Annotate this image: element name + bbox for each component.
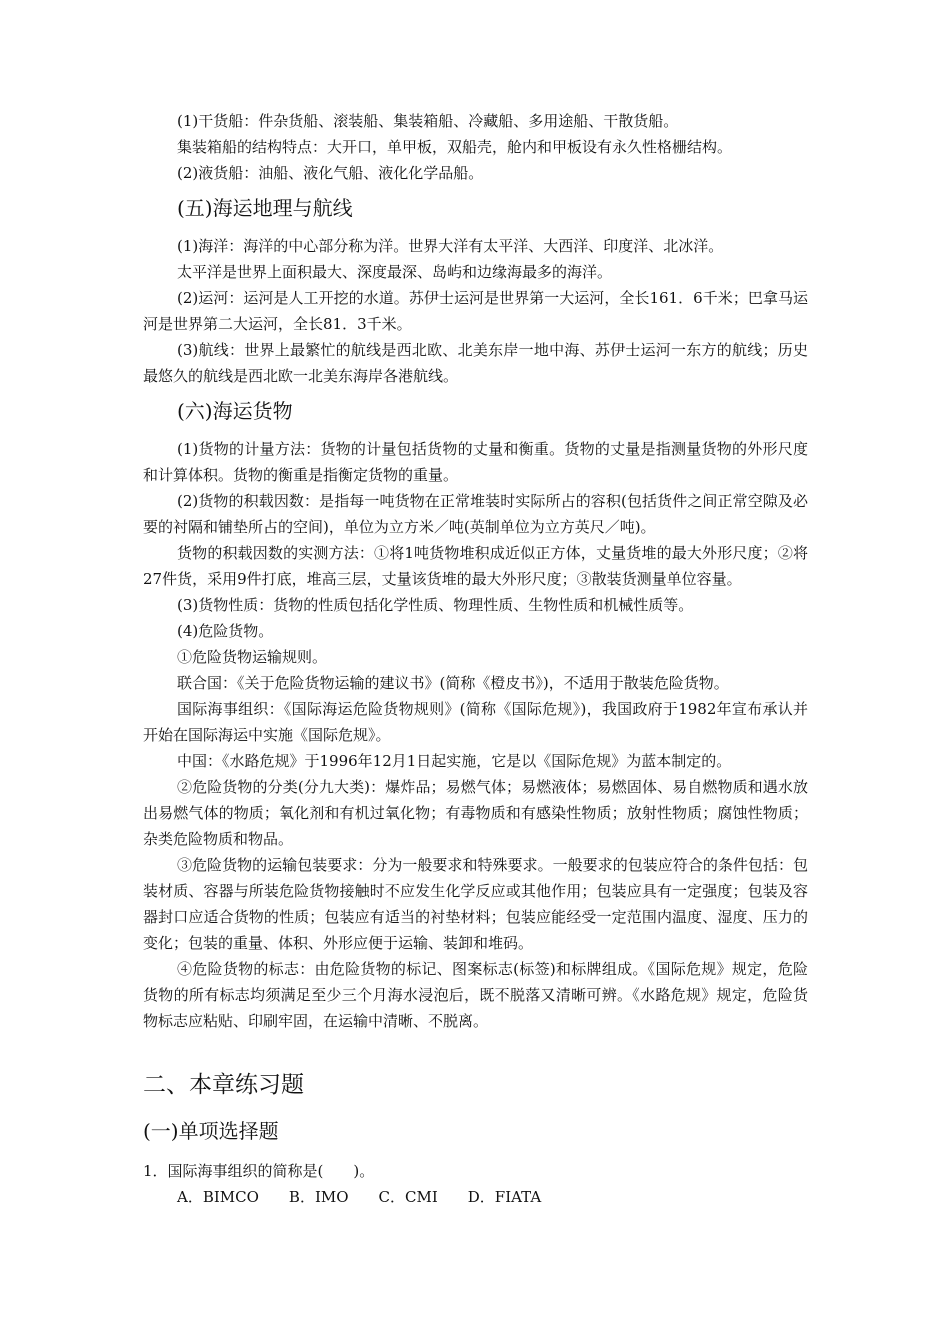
paragraph: 中国：《水路危规》于1996年12月1日起实施，它是以《国际危规》为蓝本制定的。 — [177, 752, 732, 770]
paragraph: (1)货物的计量方法：货物的计量包括货物的丈量和衡重。货物的丈量是指测量货物的外形尺度和计算体积。货物的衡重是指衡定货物的重量。 — [143, 440, 808, 484]
paragraph: ①危险货物运输规则。 — [177, 648, 328, 666]
document-page — [143, 108, 808, 1210]
question-options — [143, 1184, 808, 1210]
section-heading: (六)海运货物 — [177, 399, 293, 423]
paragraph: (1)海洋：海洋的中心部分称为洋。世界大洋有太平洋、大西洋、印度洋、北冰洋。 — [177, 237, 724, 255]
paragraph: 货物的积载因数的实测方法：①将1吨货物堆积成近似正方体，丈量货堆的最大外形尺度；②将27件货，采用9件打底，堆高三层，丈量该货堆的最大外形尺度；③散装货测量单位容量。 — [143, 544, 808, 588]
option-d: D．FIATA — [467, 1188, 542, 1206]
chapter-heading: 二、本章练习题 — [143, 1072, 304, 1098]
paragraph: 集装箱船的结构特点：大开口，单甲板，双船壳，舱内和甲板设有永久性格栅结构。 — [177, 138, 733, 156]
paragraph: (1)干货船：件杂货船、滚装船、集装箱船、冷藏船、多用途船、干散货船。 — [177, 112, 679, 130]
option-b: B．IMO — [288, 1188, 349, 1206]
paragraph: ③危险货物的运输包装要求：分为一般要求和特殊要求。一般要求的包装应符合的条件包括：包装材质、容器与所装危险货物接触时不应发生化学反应或其他作用；包装应具有一定强度；包装及容器封口应适合货物的性质；包装应有适当的衬垫材料；包装应能经受一定范围内温度、湿度、压力的变化；包装的重量、体积、外形应便于运输、装卸和堆码。 — [143, 856, 808, 952]
option-a: A．BIMCO — [177, 1188, 259, 1206]
paragraph: (3)航线：世界上最繁忙的航线是西北欧、北美东岸一地中海、苏伊士运河一东方的航线；历史最悠久的航线是西北欧一北美东海岸各港航线。 — [143, 341, 808, 385]
paragraph: (3)货物性质：货物的性质包括化学性质、物理性质、生物性质和机械性质等。 — [177, 596, 694, 614]
paragraph: (2)货物的积载因数：是指每一吨货物在正常堆装时实际所占的容积(包括货件之间正常空隙及必要的衬隔和铺垫所占的空间)，单位为立方米／吨(英制单位为立方英尺／吨)。 — [143, 492, 808, 536]
subsection-heading: (一)单项选择题 — [143, 1119, 279, 1143]
paragraph: 太平洋是世界上面积最大、深度最深、岛屿和边缘海最多的海洋。 — [177, 263, 613, 281]
paragraph: (2)液货船：油船、液化气船、液化化学品船。 — [177, 164, 484, 182]
paragraph: ②危险货物的分类(分九大类)：爆炸品；易燃气体；易燃液体；易燃固体、易自燃物质和遇水放出易燃气体的物质；氧化剂和有机过氧化物；有毒物质和有感染性物质；放射性物质；腐蚀性物质；杂类危险物质和物品。 — [143, 778, 808, 848]
paragraph: ④危险货物的标志：由危险货物的标记、图案标志(标签)和标牌组成。《国际危规》规定，危险货物的所有标志均须满足至少三个月海水浸泡后，既不脱落又清晰可辨。《水路危规》规定，危险货物标志应粘贴、印刷牢固，在运输中清晰、不脱离。 — [143, 960, 808, 1030]
paragraph: (4)危险货物。 — [177, 622, 274, 640]
option-c: C．CMI — [378, 1188, 438, 1206]
question-stem: 1．国际海事组织的简称是( )。 — [143, 1162, 375, 1180]
paragraph: (2)运河：运河是人工开挖的水道。苏伊士运河是世界第一大运河，全长161．6千米；巴拿马运河是世界第二大运河，全长81．3千米。 — [143, 289, 808, 333]
paragraph: 国际海事组织：《国际海运危险货物规则》(简称《国际危规》)，我国政府于1982年宣布承认并开始在国际海运中实施《国际危规》。 — [143, 700, 808, 744]
paragraph: 联合国：《关于危险货物运输的建议书》(简称《橙皮书》)，不适用于散装危险货物。 — [177, 674, 729, 692]
section-heading: (五)海运地理与航线 — [177, 196, 353, 220]
